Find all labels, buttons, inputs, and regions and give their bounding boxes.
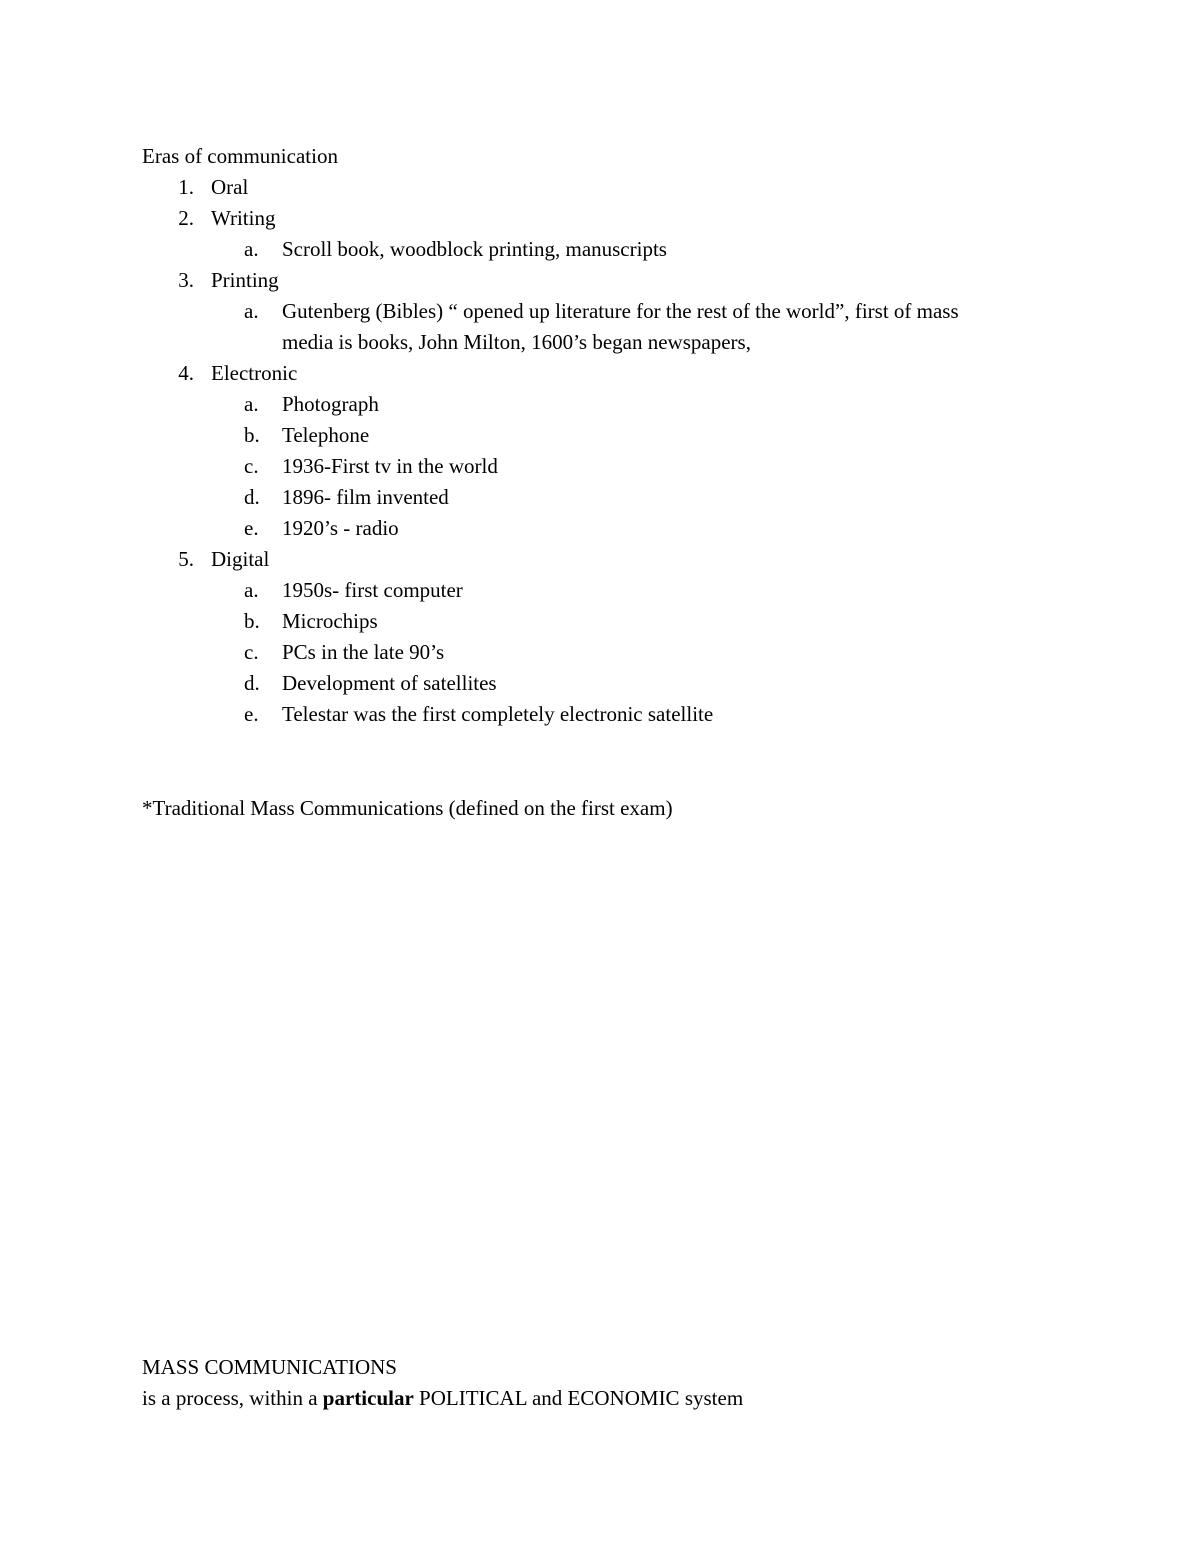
list-item: 1936-First tv in the world: [282, 454, 498, 478]
list-item: Microchips: [282, 609, 378, 633]
list-item: Telestar was the first completely electronic satellite: [282, 702, 714, 726]
list-item: Gutenberg (Bibles) “ opened up literature for the rest of the world”, first of mass: [282, 299, 959, 323]
list-marker: 1.: [178, 175, 194, 199]
list-marker: 4.: [178, 361, 194, 385]
sub-list-marker: e.: [244, 702, 259, 726]
sub-list-marker: e.: [244, 516, 259, 540]
sub-list-marker: a.: [244, 578, 259, 602]
sub-list-marker: b.: [244, 423, 260, 447]
list-item: Photograph: [282, 392, 379, 416]
list-marker: 2.: [178, 206, 194, 230]
era-label-electronic: Electronic: [211, 361, 298, 385]
list-marker: 3.: [178, 268, 194, 292]
sub-list-marker: a.: [244, 299, 259, 323]
sub-list-marker: a.: [244, 392, 259, 416]
list-item: 1950s- first computer: [282, 578, 463, 602]
sub-list-marker: c.: [244, 454, 259, 478]
era-label-printing: Printing: [211, 268, 279, 292]
sub-list-marker: b.: [244, 609, 260, 633]
era-label-writing: Writing: [211, 206, 276, 230]
list-item: 1896- film invented: [282, 485, 449, 509]
list-marker: 5.: [178, 547, 194, 571]
list-item-continuation: media is books, John Milton, 1600’s began newspapers,: [282, 330, 751, 354]
list-item: Telephone: [282, 423, 370, 447]
definition-emphasis: particular: [322, 1386, 414, 1410]
sub-list-marker: d.: [244, 671, 260, 695]
definition-text-after: POLITICAL and ECONOMIC system: [413, 1386, 744, 1410]
list-item: PCs in the late 90’s: [282, 640, 445, 664]
mass-comm-definition: [142, 1383, 743, 1414]
traditional-mass-comm-note: *Traditional Mass Communications (defined on the first exam): [142, 796, 673, 820]
era-label-digital: Digital: [211, 547, 270, 571]
definition-text-before: is a process, within a: [142, 1386, 323, 1410]
era-label-oral: Oral: [211, 175, 249, 199]
mass-comm-title: MASS COMMUNICATIONS: [142, 1355, 397, 1379]
sub-list-marker: d.: [244, 485, 260, 509]
sub-list-marker: a.: [244, 237, 259, 261]
sub-list-marker: c.: [244, 640, 259, 664]
section-heading: Eras of communication: [142, 144, 338, 168]
list-item: Development of satellites: [282, 671, 497, 695]
list-item: Scroll book, woodblock printing, manuscripts: [282, 237, 667, 261]
list-item: 1920’s - radio: [282, 516, 399, 540]
